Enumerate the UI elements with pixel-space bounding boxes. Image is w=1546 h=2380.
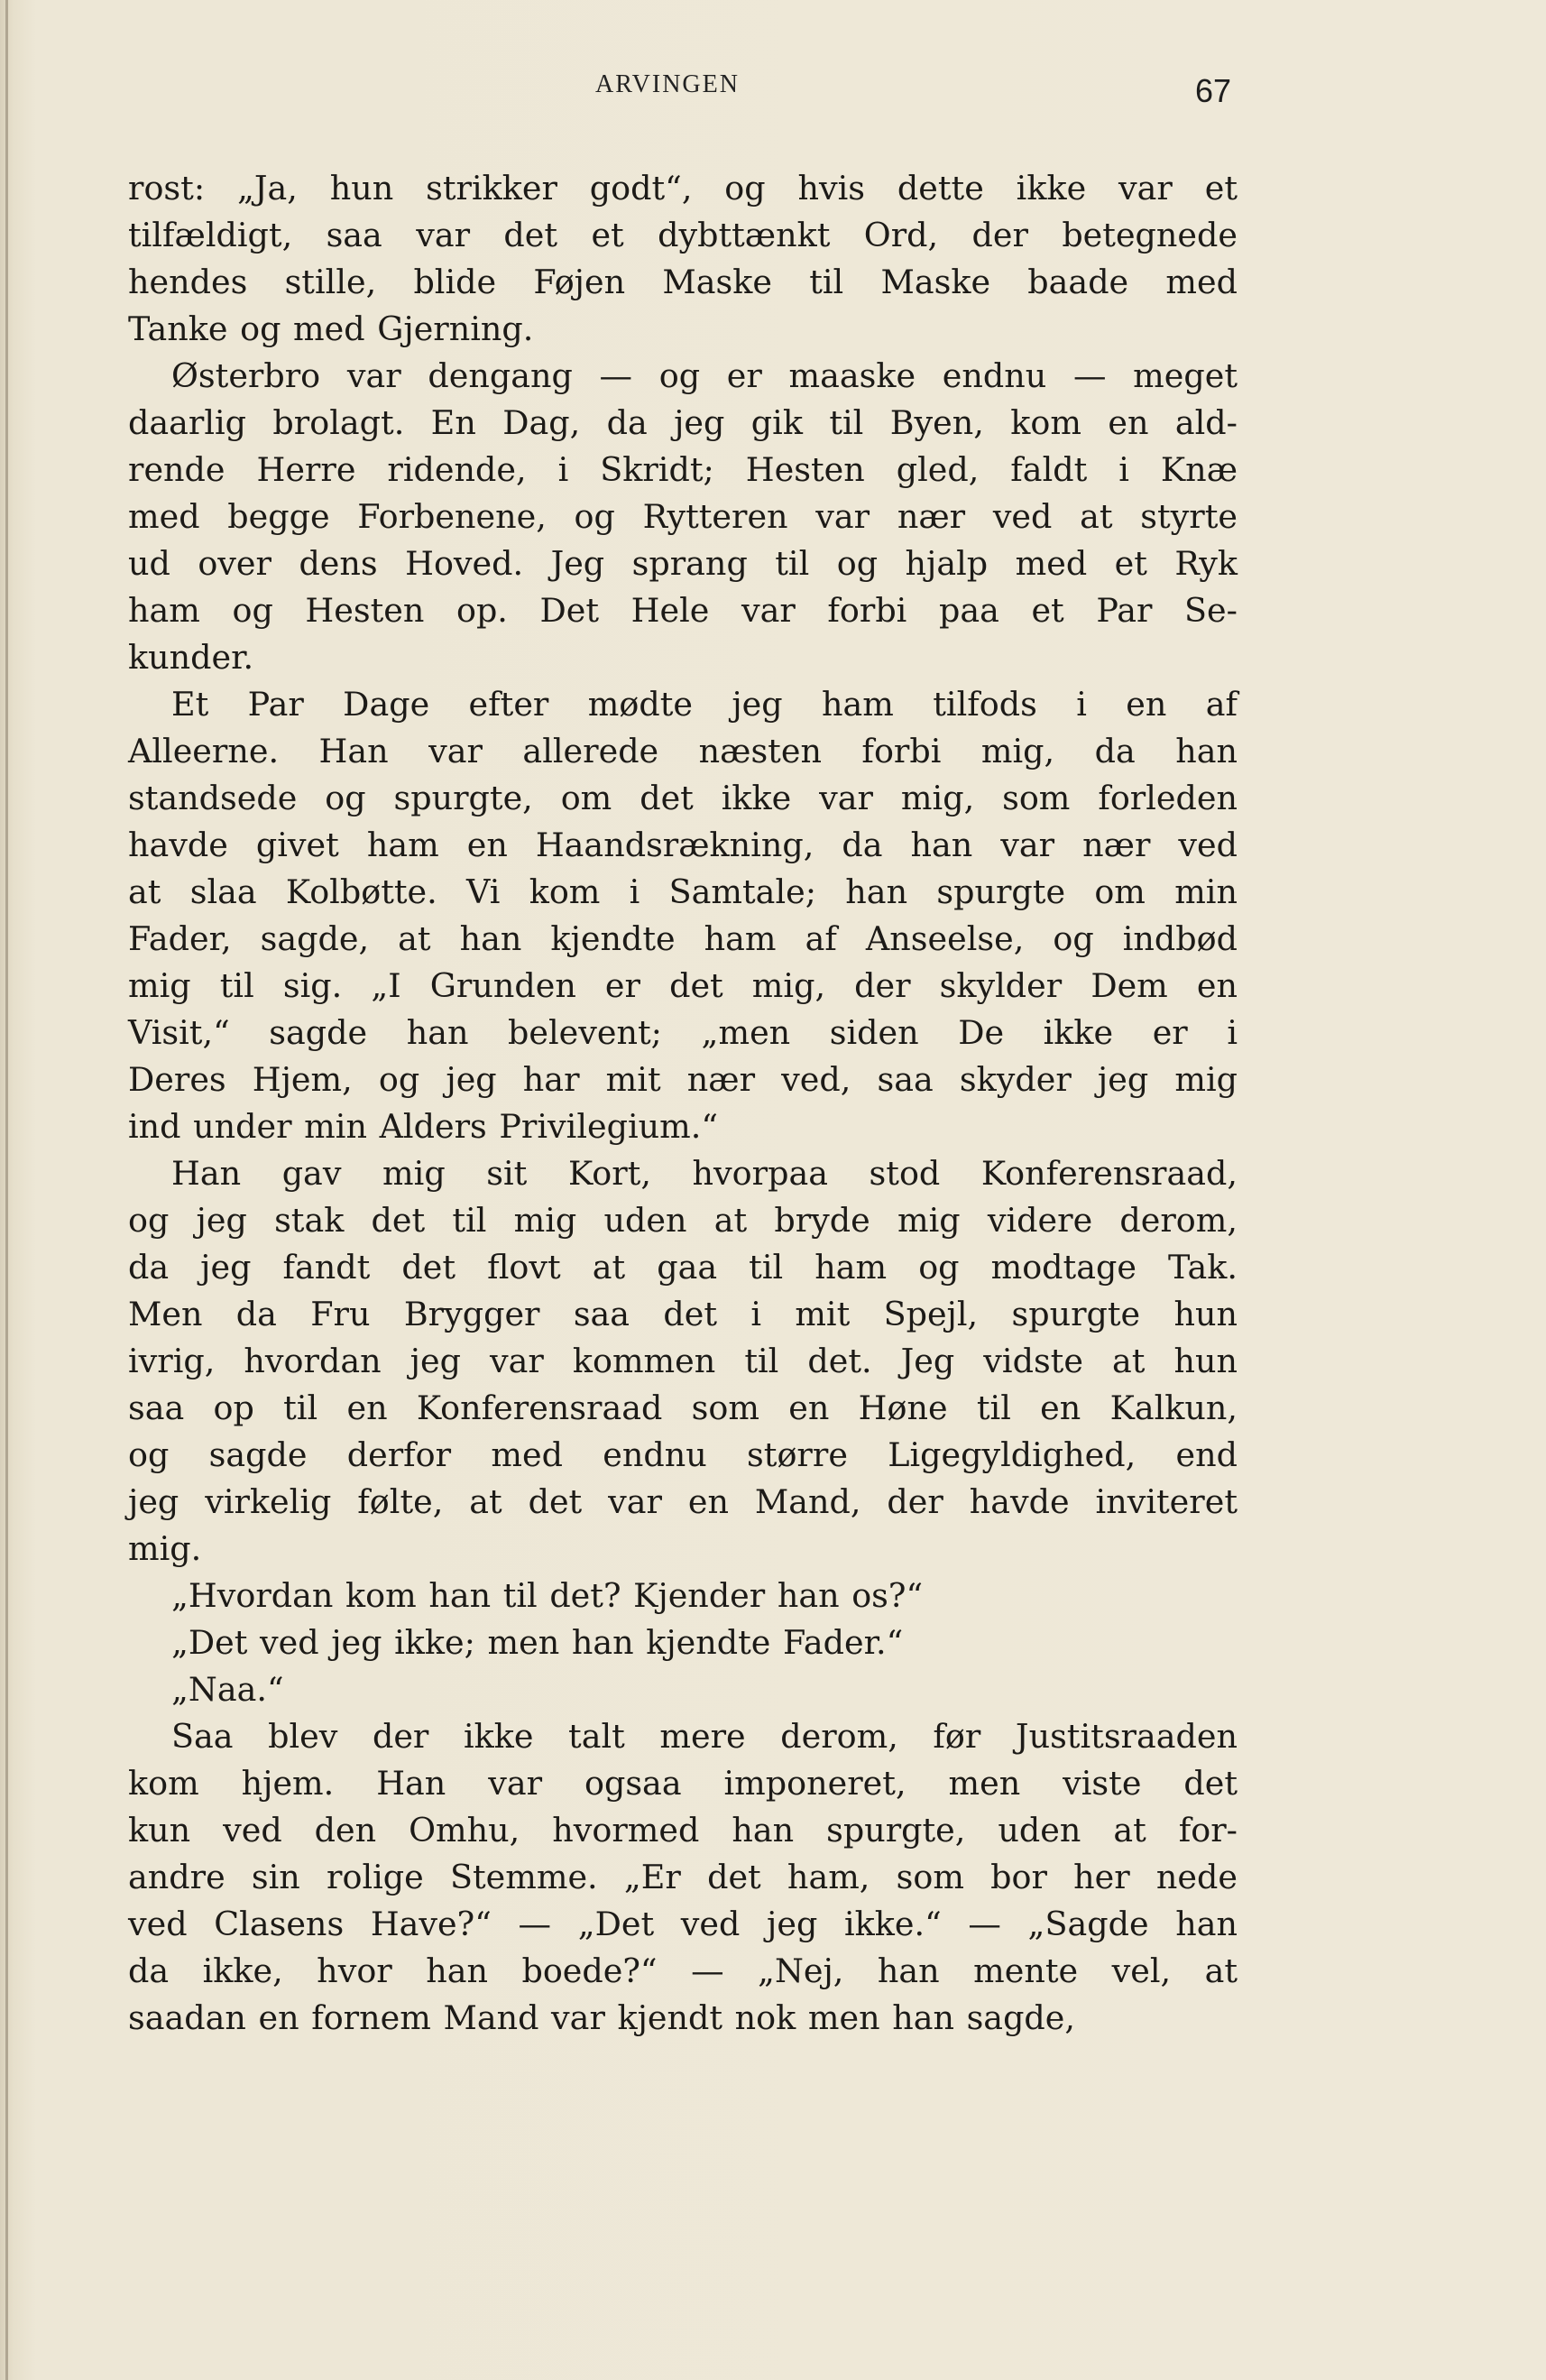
text-line: Østerbro var dengang — og er maaske endnu — meget <box>171 356 1238 395</box>
text-line: og jeg stak det til mig uden at bryde mig videre derom, <box>128 1201 1238 1240</box>
text-line: „Naa.“ <box>171 1670 284 1709</box>
text-line: Alleerne. Han var allerede næsten forbi mig, da han <box>128 732 1238 770</box>
text-line: Saa blev der ikke talt mere derom, før Justitsraaden <box>171 1717 1238 1756</box>
paragraph <box>128 1713 1238 2042</box>
text-line: kun ved den Omhu, hvormed han spurgte, uden at for- <box>128 1811 1238 1850</box>
text-line: kunder. <box>128 638 254 677</box>
text-line: mig til sig. „I Grunden er det mig, der skylder Dem en <box>128 966 1238 1005</box>
text-line: standsede og spurgte, om det ikke var mig, som forleden <box>128 779 1238 817</box>
paragraph <box>128 1573 1238 1619</box>
text-line: Han gav mig sit Kort, hvorpaa stod Konferensraad, <box>171 1154 1238 1193</box>
text-line: tilfældigt, saa var det et dybttænkt Ord, der betegnede <box>128 216 1238 254</box>
text-line: havde givet ham en Haandsrækning, da han var nær ved <box>128 826 1238 864</box>
text-line: Visit,“ sagde han belevent; „men siden De ikke er i <box>128 1013 1238 1052</box>
text-line: Et Par Dage efter mødte jeg ham tilfods i en af <box>171 685 1238 724</box>
text-line: ud over dens Hoved. Jeg sprang til og hjalp med et Ryk <box>128 544 1238 583</box>
text-line: rende Herre ridende, i Skridt; Hesten gled, faldt i Knæ <box>128 450 1238 489</box>
text-line: daarlig brolagt. En Dag, da jeg gik til Byen, kom en ald- <box>128 403 1238 442</box>
paragraph <box>128 353 1238 681</box>
paragraph <box>128 1666 1238 1713</box>
text-line: Fader, sagde, at han kjendte ham af Anseelse, og indbød <box>128 919 1238 958</box>
body-text <box>128 165 1238 2042</box>
page-number: 67 <box>1195 72 1232 109</box>
text-line: „Hvordan kom han til det? Kjender han os?“ <box>171 1576 924 1615</box>
text-line: saadan en fornem Mand var kjendt nok men han sagde, <box>128 1998 1075 2037</box>
text-line: ved Clasens Have?“ — „Det ved jeg ikke.“ — „Sagde han <box>128 1905 1238 1943</box>
text-line: Deres Hjem, og jeg har mit nær ved, saa skyder jeg mig <box>128 1060 1238 1099</box>
text-line: rost: „Ja, hun strikker godt“, og hvis dette ikke var et <box>128 169 1238 208</box>
paragraph <box>128 1619 1238 1666</box>
spine-shadow <box>5 0 8 2380</box>
text-line: mig. <box>128 1529 202 1568</box>
text-line: da jeg fandt det flovt at gaa til ham og modtage Tak. <box>128 1248 1238 1287</box>
text-line: „Det ved jeg ikke; men han kjendte Fader.“ <box>171 1623 904 1662</box>
text-line: at slaa Kolbøtte. Vi kom i Samtale; han spurgte om min <box>128 872 1238 911</box>
text-line: andre sin rolige Stemme. „Er det ham, som bor her nede <box>128 1858 1238 1896</box>
text-line: Men da Fru Brygger saa det i mit Spejl, spurgte hun <box>128 1295 1238 1333</box>
text-line: kom hjem. Han var ogsaa imponeret, men viste det <box>128 1764 1238 1803</box>
paragraph <box>128 681 1238 1150</box>
text-line: ind under min Alders Privilegium.“ <box>128 1107 719 1146</box>
text-line: og sagde derfor med endnu større Ligegyldighed, end <box>128 1435 1238 1474</box>
text-line: hendes stille, blide Føjen Maske til Maske baade med <box>128 263 1238 301</box>
running-title: ARVINGEN <box>595 70 740 98</box>
text-line: ivrig, hvordan jeg var kommen til det. Jeg vidste at hun <box>128 1342 1238 1380</box>
text-line: med begge Forbenene, og Rytteren var nær ved at styrte <box>128 497 1238 536</box>
paragraph <box>128 165 1238 353</box>
text-line: Tanke og med Gjerning. <box>128 309 534 348</box>
paragraph <box>128 1150 1238 1573</box>
text-line: jeg virkelig følte, at det var en Mand, der havde inviteret <box>128 1482 1238 1521</box>
text-line: ham og Hesten op. Det Hele var forbi paa et Par Se- <box>128 591 1238 630</box>
text-line: da ikke, hvor han boede?“ — „Nej, han mente vel, at <box>128 1951 1238 1990</box>
text-line: saa op til en Konferensraad som en Høne til en Kalkun, <box>128 1388 1238 1427</box>
